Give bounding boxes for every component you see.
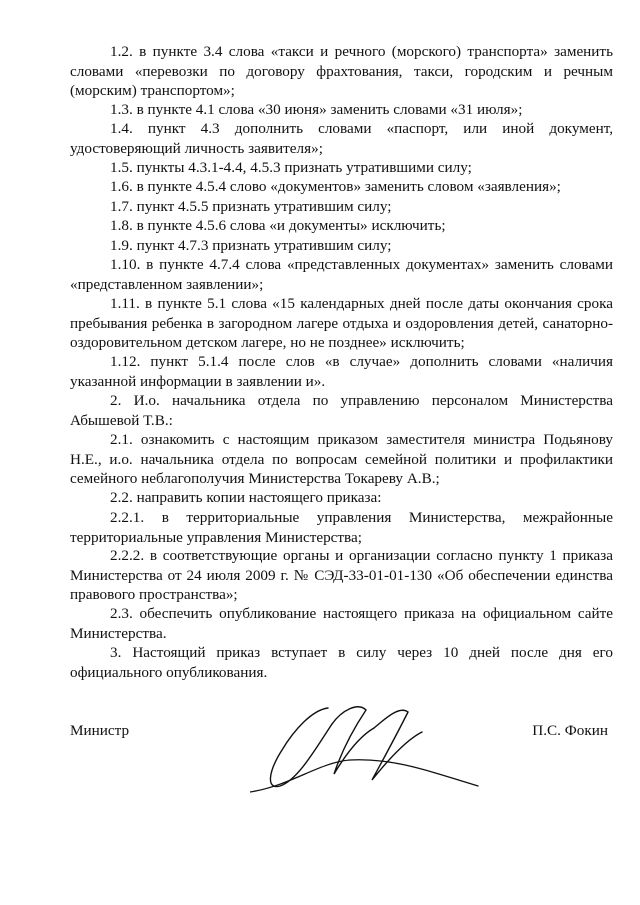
paragraph-1-9: 1.9. пункт 4.7.3 признать утратившим силу; <box>110 237 392 254</box>
signer-name: П.С. Фокин <box>532 722 608 739</box>
paragraph-1-5: 1.5. пункты 4.3.1-4.4, 4.5.3 признать утратившими силу; <box>110 159 472 176</box>
handwritten-signature <box>250 688 480 798</box>
paragraph-1-8: 1.8. в пункте 4.5.6 слова «и документы» исключить; <box>110 217 446 234</box>
paragraph-2-1: 2.1. ознакомить с настоящим приказом заместителя министра Подьянову Н.Е., и.о. начальника отдела по вопросам семейной политики и профилактики семейного неблагополучия Министерства Токареву А.В.; <box>70 431 613 488</box>
paragraph-1-3: 1.3. в пункте 4.1 слова «30 июня» заменить словами «31 июля»; <box>110 101 523 118</box>
paragraph-1-4: 1.4. пункт 4.3 дополнить словами «паспорт, или иной документ, удостоверяющий личность заявителя»; <box>70 120 613 157</box>
paragraph-1-12: 1.12. пункт 5.1.4 после слов «в случае» дополнить словами «наличия указанной информации в заявлении и». <box>70 353 613 390</box>
signer-title: Министр <box>70 722 130 739</box>
paragraph-1-7: 1.7. пункт 4.5.5 признать утратившим силу; <box>110 198 392 215</box>
paragraph-2-2: 2.2. направить копии настоящего приказа: <box>110 489 382 506</box>
paragraph-1-11: 1.11. в пункте 5.1 слова «15 календарных дней после даты окончания срока пребывания ребенка в загородном лагере отдыха и оздоровления детей, санаторно-оздоровительном детском лагере, но не позднее» исключить; <box>70 295 613 352</box>
paragraph-3: 3. Настоящий приказ вступает в силу через 10 дней после дня его официального опубликования. <box>70 644 613 681</box>
paragraph-2-2-2: 2.2.2. в соответствующие органы и организации согласно пункту 1 приказа Министерства от 24 июля 2009 г. № СЭД-33-01-01-130 «Об обеспечении единства правового пространства»; <box>70 547 613 604</box>
paragraph-1-6: 1.6. в пункте 4.5.4 слово «документов» заменить словом «заявления»; <box>110 178 561 195</box>
paragraph-1-2: 1.2. в пункте 3.4 слова «такси и речного (морского) транспорта» заменить словами «перевозки по договору фрахтования, такси, городским и речным (морским) транспортом»; <box>70 43 613 100</box>
paragraph-2: 2. И.о. начальника отдела по управлению персоналом Министерства Абышевой Т.В.: <box>70 392 613 429</box>
paragraph-1-10: 1.10. в пункте 4.7.4 слова «представленных документах» заменить словами «представленном заявлении»; <box>70 256 613 293</box>
paragraph-2-3: 2.3. обеспечить опубликование настоящего приказа на официальном сайте Министерства. <box>70 605 613 642</box>
paragraph-2-2-1: 2.2.1. в территориальные управления Министерства, межрайонные территориальные управления Министерства; <box>70 509 613 546</box>
